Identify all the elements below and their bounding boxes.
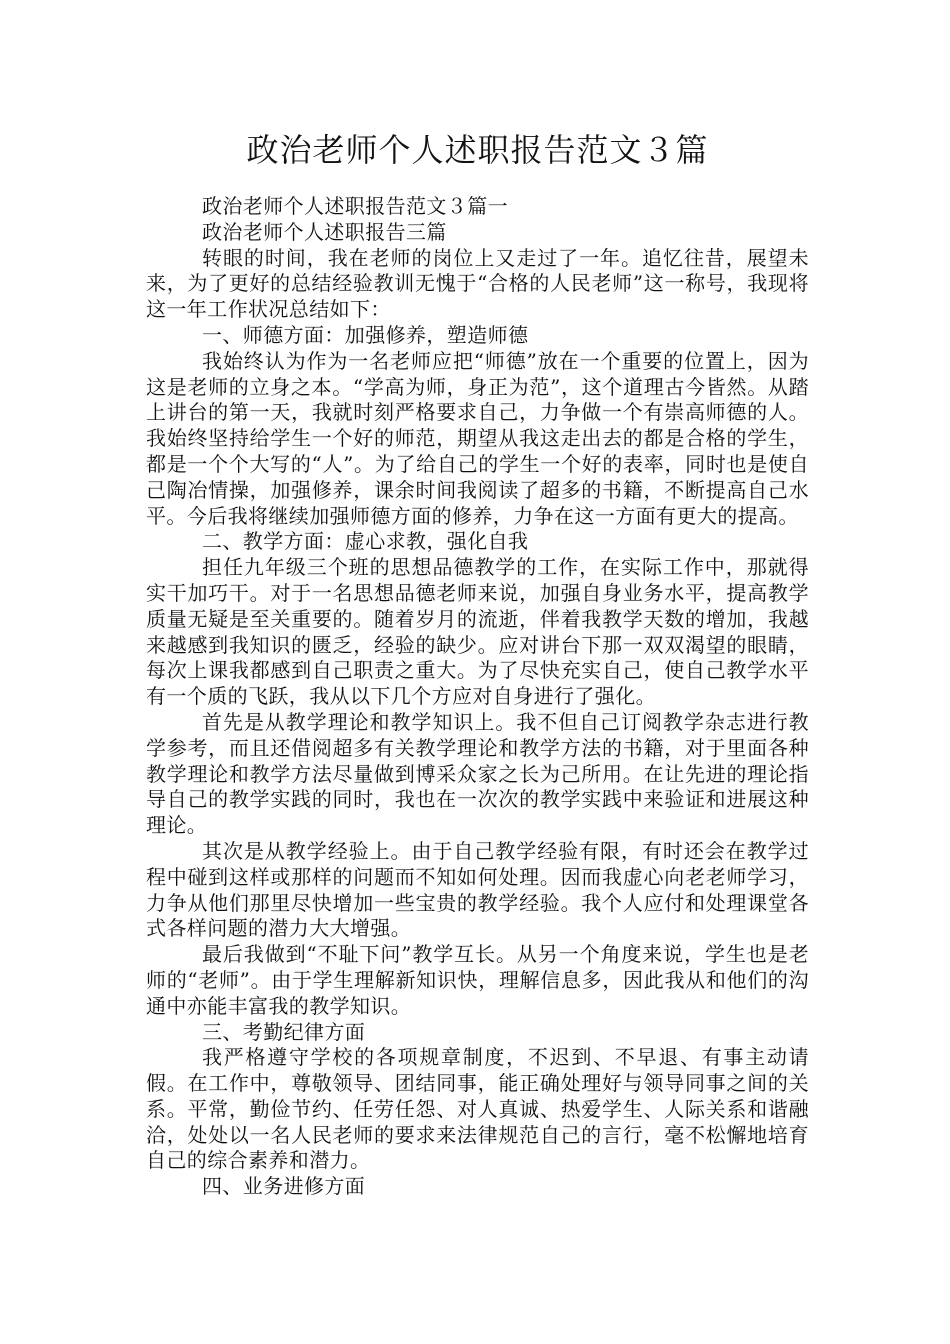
body-paragraph: 最后我做到“不耻下问”教学互长。从另一个角度来说，学生也是老师的“老师”。由于学生理解新知识快，理解信息多，因此我从和他们的沟通中亦能丰富我的教学知识。 [146, 942, 809, 1018]
body-paragraph: 我始终认为作为一名老师应把“师德”放在一个重要的位置上，因为这是老师的立身之本。“学高为师，身正为范”，这个道理古今皆然。从踏上讲台的第一天，我就时刻严格要求自己，力争做一个有崇高师德的人。我始终坚持给学生一个好的师范，期望从我这走出去的都是合格的学生，都是一个个大写的“人”。为了给自己的学生一个好的表率，同时也是使自己陶冶情操，加强修养，课余时间我阅读了超多的书籍，不断提高自己水平。今后我将继续加强师德方面的修养，力争在这一方面有更大的提高。 [146, 348, 809, 528]
document-title: 政治老师个人述职报告范文３篇 [246, 131, 709, 169]
section-heading: 四、业务进修方面 [202, 1174, 366, 1199]
body-paragraph: 首先是从教学理论和教学知识上。我不但自己订阅教学杂志进行教学参考，而且还借阅超多有关教学理论和教学方法的书籍，对于里面各种教学理论和教学方法尽量做到博采众家之长为己所用。在让先进的理论指导自己的教学实践的同时，我也在一次次的教学实践中来验证和进展这种理论。 [146, 709, 809, 838]
subtitle-line: 政治老师个人述职报告三篇 [202, 219, 447, 244]
body-paragraph: 我严格遵守学校的各项规章制度，不迟到、不早退、有事主动请假。在工作中，尊敬领导、团结同事，能正确处理好与领导同事之间的关系。平常，勤俭节约、任劳任怨、对人真诚、热爱学生、人际关系和谐融洽，处处以一名人民老师的要求来法律规范自己的言行，毫不松懈地培育自己的综合素养和潜力。 [146, 1045, 809, 1173]
subtitle-line: 政治老师个人述职报告范文３篇一 [202, 194, 508, 218]
section-heading: 一、师德方面：加强修养，塑造师德 [202, 322, 529, 347]
body-paragraph: 转眼的时间，我在老师的岗位上又走过了一年。追忆往昔，展望未来，为了更好的总结经验教训无愧于“合格的人民老师”这一称号，我现将这一年工作状况总结如下： [146, 245, 809, 322]
document-page [146, 118, 809, 1200]
body-paragraph: 担任九年级三个班的思想品德教学的工作，在实际工作中，那就得实干加巧干。对于一名思想品德老师来说，加强自身业务水平，提高教学质量无疑是至关重要的。随着岁月的流逝，伴着我教学天数的增加，我越来越感到我知识的匮乏，经验的缺少。应对讲台下那一双双渴望的眼睛，每次上课我都感到自己职责之重大。为了尽快充实自己，使自己教学水平有一个质的飞跃，我从以下几个方应对自身进行了强化。 [146, 555, 809, 709]
section-heading: 三、考勤纪律方面 [202, 1019, 366, 1044]
body-paragraph: 其次是从教学经验上。由于自己教学经验有限，有时还会在教学过程中碰到这样或那样的问题而不知如何处理。因而我虚心向老老师学习，力争从他们那里尽快增加一些宝贵的教学经验。我个人应付和处理课堂各式各样问题的潜力大大增强。 [146, 838, 809, 941]
section-heading: 二、教学方面：虚心求教，强化自我 [202, 529, 529, 554]
